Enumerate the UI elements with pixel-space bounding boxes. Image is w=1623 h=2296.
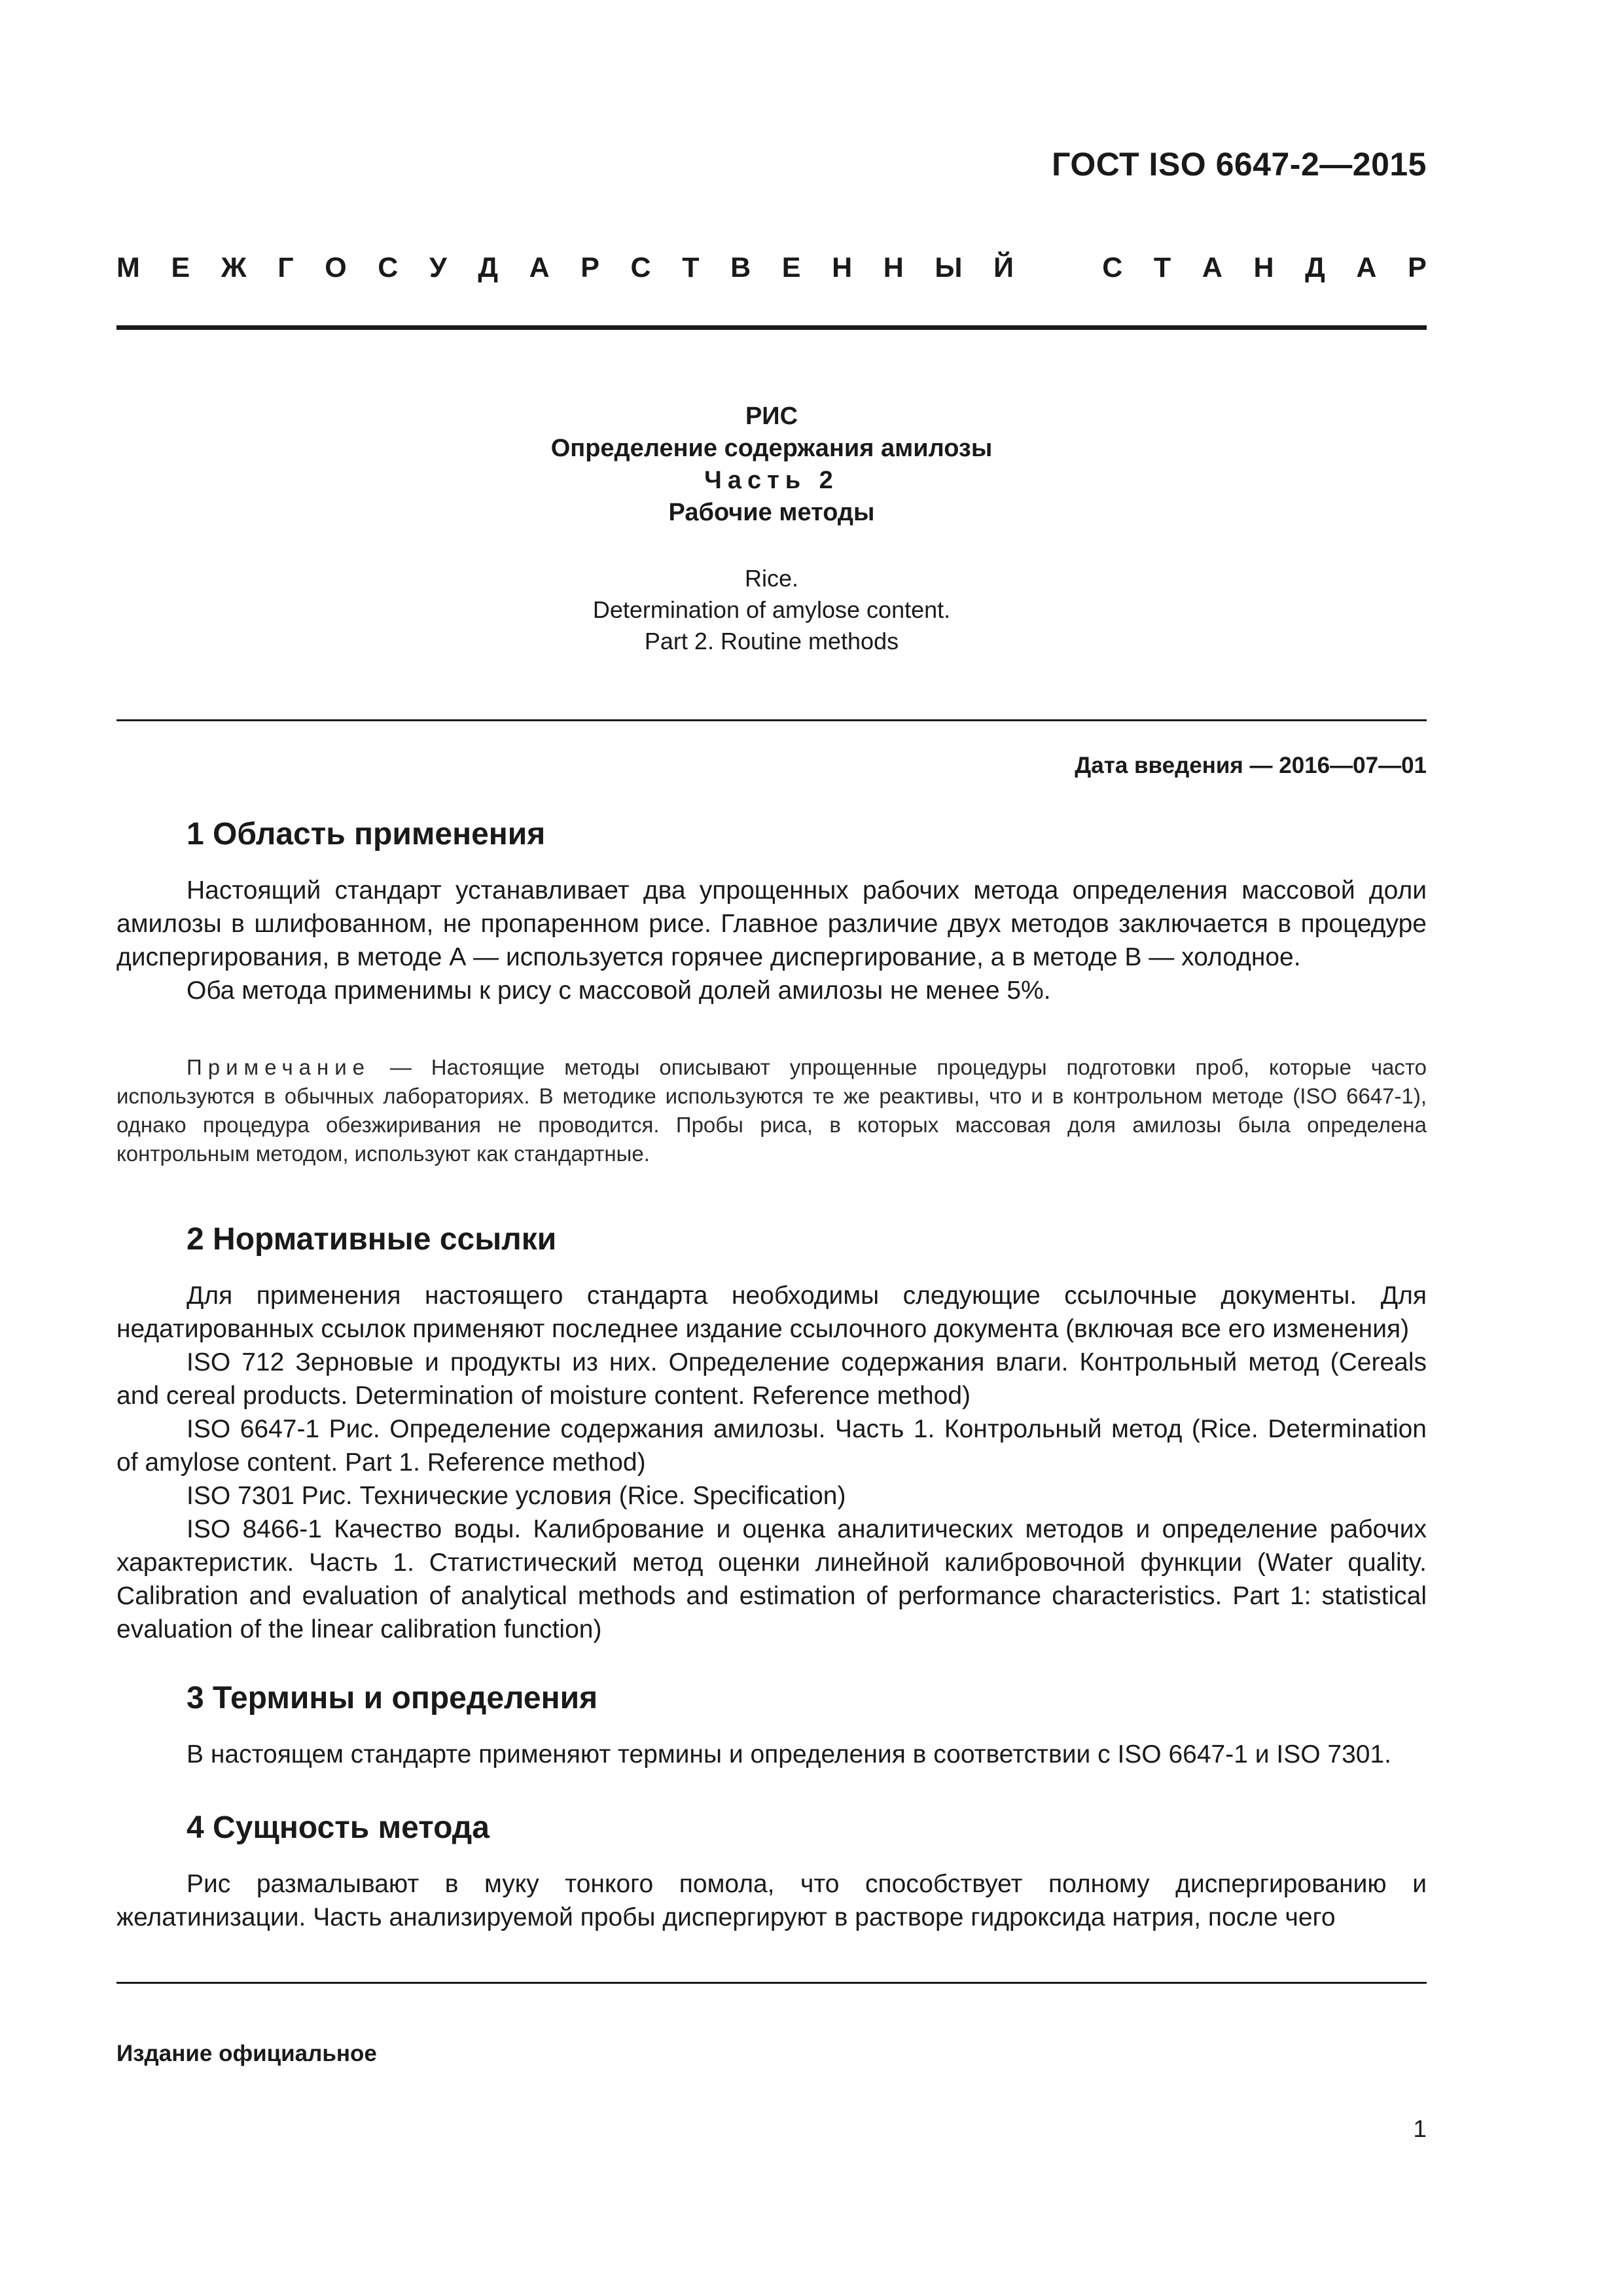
doc-type-letter: А (1356, 252, 1377, 283)
doc-type-letter: А (529, 252, 550, 283)
section-4-body (116, 1867, 1427, 1934)
doc-type-letter: Т (1153, 252, 1171, 283)
section-3-body (116, 1738, 1427, 1771)
section-2-title: 2 Нормативные ссылки (187, 1222, 557, 1257)
doc-type-letter: Е (781, 252, 801, 283)
section-4-title: 4 Сущность метода (187, 1810, 490, 1845)
doc-type-letter: Т (682, 252, 700, 283)
paragraph: Рис размалывают в муку тонкого помола, что способствует полному диспергированию и желатинизации. Часть анализируемой пробы диспергируют в растворе гидроксида натрия, после чего (116, 1870, 1427, 1931)
header-divider (116, 325, 1427, 330)
doc-type-letter: У (429, 252, 447, 283)
doc-type-letter: С (630, 252, 651, 283)
section-3-title: 3 Термины и определения (187, 1681, 598, 1715)
doc-type-letter: Н (832, 252, 853, 283)
title-ru-part: Часть 2 (704, 467, 839, 494)
doc-type-letter: А (1202, 252, 1222, 283)
reference-item: ISO 6647-1 Рис. Определение содержания амилозы. Часть 1. Контрольный метод (Rice. Determination of amylose content. Part 1. Reference method) (116, 1415, 1427, 1477)
paragraph: Для применения настоящего стандарта необходимы следующие ссылочные документы. Для недатированных ссылок применяют последнее издание ссылочного документа (включая все его изменения) (116, 1282, 1427, 1343)
section-2-body (116, 1279, 1427, 1646)
doc-type-letter: Г (277, 252, 294, 283)
page-number: 1 (1413, 2115, 1427, 2142)
doc-type-letter: С (1102, 252, 1123, 283)
title-en-line: Rice. (744, 565, 799, 592)
edition-label: Издание официальное (116, 2041, 377, 2066)
title-ru-line: Определение содержания амилозы (550, 435, 993, 462)
doc-type-letter: Е (171, 252, 190, 283)
section-1-body (116, 874, 1427, 1007)
reference-item: ISO 7301 Рис. Технические условия (Rice. Specification) (187, 1482, 846, 1510)
doc-type-letter: Ж (221, 252, 247, 283)
doc-type-letter: Д (1305, 252, 1325, 283)
section-1-note (116, 1053, 1427, 1168)
note-text: — Настоящие методы описывают упрощенные процедуры подготовки проб, которые часто используются в обычных лабораториях. В методике используются те же реактивы, что и в контрольном методе (ISO 6647-1), однако процедура обезжиривания не проводится. Пробы риса, в которых массовая доля амилозы была определена контрольным методом, используют как стандартные. (116, 1055, 1427, 1166)
doc-type-letter: М (116, 252, 140, 283)
doc-type-letter: В (730, 252, 751, 283)
title-en-line: Determination of amylose content. (592, 596, 951, 623)
title-en-line: Part 2. Routine methods (644, 628, 899, 655)
title-ru-line: Рабочие методы (668, 499, 875, 526)
doc-type-letter: Н (1253, 252, 1274, 283)
title-divider (116, 719, 1427, 721)
doc-type-letter: С (378, 252, 399, 283)
doc-type-letter: Й (993, 252, 1014, 283)
document-type-heading (116, 252, 1427, 284)
document-number: ГОСТ ISO 6647-2—2015 (1052, 146, 1427, 183)
title-en-block (116, 563, 1427, 657)
section-1-title: 1 Область применения (187, 817, 546, 852)
paragraph: В настоящем стандарте применяют термины и определения в соответствии с ISO 6647-1 и ISO 7301. (187, 1740, 1391, 1768)
doc-type-letter: Р (1408, 252, 1427, 283)
introduction-date: Дата введения — 2016—07—01 (1075, 753, 1427, 778)
reference-item: ISO 8466-1 Качество воды. Калибрование и оценка аналитических методов и определение рабочих характеристик. Часть 1. Статистический метод оценки линейной калибровочной функции (Water quality. Calibration and evaluation of analytical methods and estimation of performance characteristics. Part 1: statistical evaluation of the linear calibration function) (116, 1515, 1427, 1643)
doc-type-word-gap (1045, 252, 1071, 284)
doc-type-letter: Д (478, 252, 498, 283)
doc-type-letter: Р (580, 252, 599, 283)
title-ru-line: РИС (745, 403, 798, 430)
reference-item: ISO 712 Зерновые и продукты из них. Определение содержания влаги. Контрольный метод (Cereals and cereal products. Determination of moisture content. Reference method) (116, 1348, 1427, 1410)
doc-type-letter: Н (883, 252, 904, 283)
paragraph: Оба метода применимы к рису с массовой долей амилозы не менее 5%. (187, 977, 1051, 1005)
doc-type-letter: Ы (935, 252, 963, 283)
doc-type-letter: О (325, 252, 347, 283)
note-label: Примечание (187, 1055, 371, 1079)
paragraph: Настоящий стандарт устанавливает два упрощенных рабочих метода определения массовой доли амилозы в шлифованном, не пропаренном рисе. Главное различие двух методов заключается в процедуре диспергирования, в методе А — используется горячее диспергирование, а в методе В — холодное. (116, 876, 1427, 971)
title-block (116, 401, 1427, 657)
footer-divider (116, 1982, 1427, 1984)
